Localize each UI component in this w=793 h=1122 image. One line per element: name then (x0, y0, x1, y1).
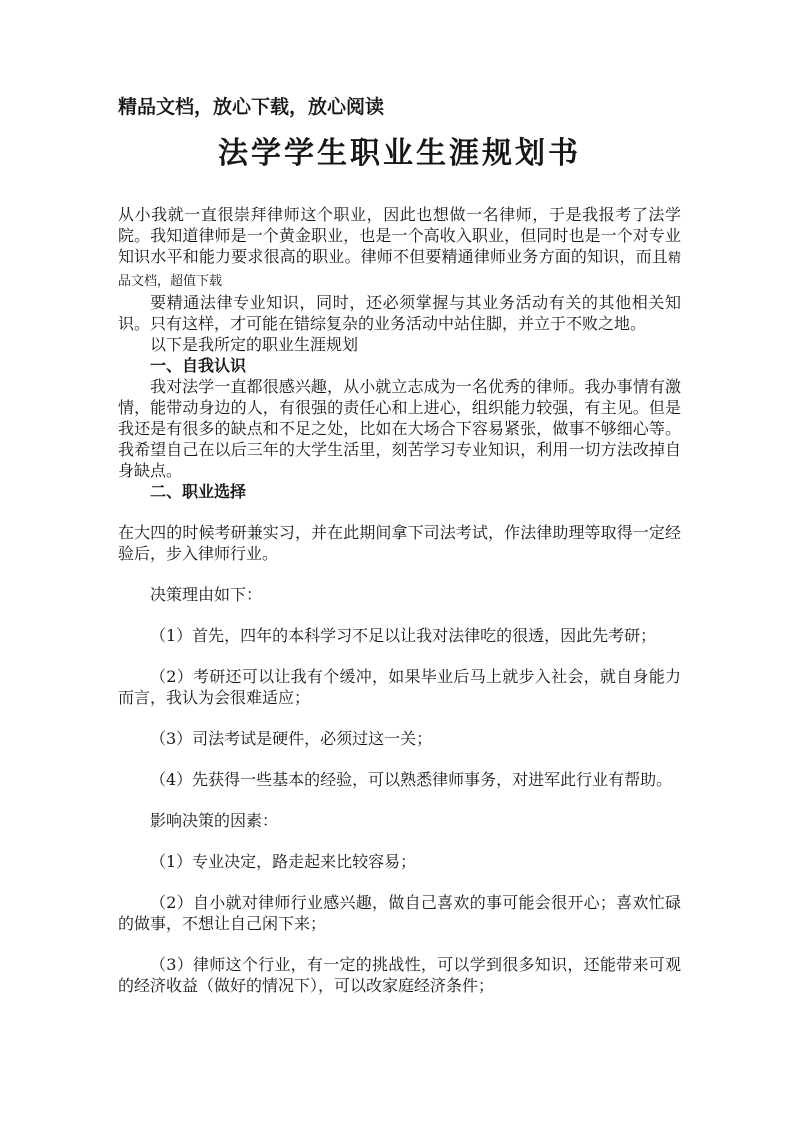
list-item-reason-4: （4）先获得一些基本的经验，可以熟悉律师事务，对进军此行业有帮助。 (150, 770, 673, 789)
inline-watermark-text: 精品文档，超值下载 (118, 251, 681, 289)
document-body (118, 204, 681, 996)
paragraph-plan-lead-in: 以下是我所定的职业生涯规划 (150, 335, 359, 354)
header-watermark-note: 精品文档，放心下载，放心阅读 (118, 96, 385, 118)
paragraph-legal-knowledge: 要精通法律专业知识，同时，还必须掌握与其业务活动有关的其他相关知识。只有这样，才可能在错综复杂的业务活动中站住脚，并立于不败之地。 (118, 293, 681, 333)
paragraph-self-awareness: 我对法学一直都很感兴趣，从小就立志成为一名优秀的律师。我办事情有激情，能带动身边的人，有很强的责任心和上进心，组织能力较强，有主见。但是我还是有很多的缺点和不足之处，比如在大场合下容易紧张，做事不够细心等。我希望自己在以后三年的大学生活里，刻苦学习专业知识，利用一切方法改掉自身缺点。 (118, 377, 681, 480)
list-item-reason-2: （2）考研还可以让我有个缓冲，如果毕业后马上就步入社会，就自身能力而言，我认为会很难适应； (118, 667, 681, 707)
paragraph-intro-text: 从小我就一直很崇拜律师这个职业，因此也想做一名律师，于是我报考了法学院。我知道律师是一个黄金职业，也是一个高收入职业，但同时也是一个对专业知识水平和能力要求很高的职业。律师不但要精通律师业务方面的知识，而且 (118, 205, 681, 266)
paragraph-intro (118, 204, 681, 292)
section-heading-self-awareness: 一、自我认识 (150, 356, 247, 375)
paragraph-career-path: 在大四的时候考研兼实习，并在此期间拿下司法考试，作法律助理等取得一定经验后，步入律师行业。 (118, 523, 681, 563)
list-item-factor-3: （3）律师这个行业，有一定的挑战性，可以学到很多知识，还能带来可观的经济收益（做好的情况下），可以改家庭经济条件； (118, 955, 681, 995)
list-item-reason-1: （1）首先，四年的本科学习不足以让我对法律吃的很透，因此先考研； (150, 626, 657, 645)
section-heading-career-choice: 二、职业选择 (150, 482, 247, 501)
list-item-factor-1: （1）专业决定，路走起来比较容易； (150, 852, 417, 871)
document-title: 法学学生职业生涯规划书 (218, 136, 581, 171)
paragraph-decision-reasons-label: 决策理由如下： (150, 585, 263, 604)
paragraph-decision-factors-label: 影响决策的因素： (150, 811, 279, 830)
list-item-reason-3: （3）司法考试是硬件，必须过这一关； (150, 729, 433, 748)
list-item-factor-2: （2）自小就对律师行业感兴趣，做自己喜欢的事可能会很开心；喜欢忙碌的做事，不想让自己闲下来； (118, 893, 681, 933)
